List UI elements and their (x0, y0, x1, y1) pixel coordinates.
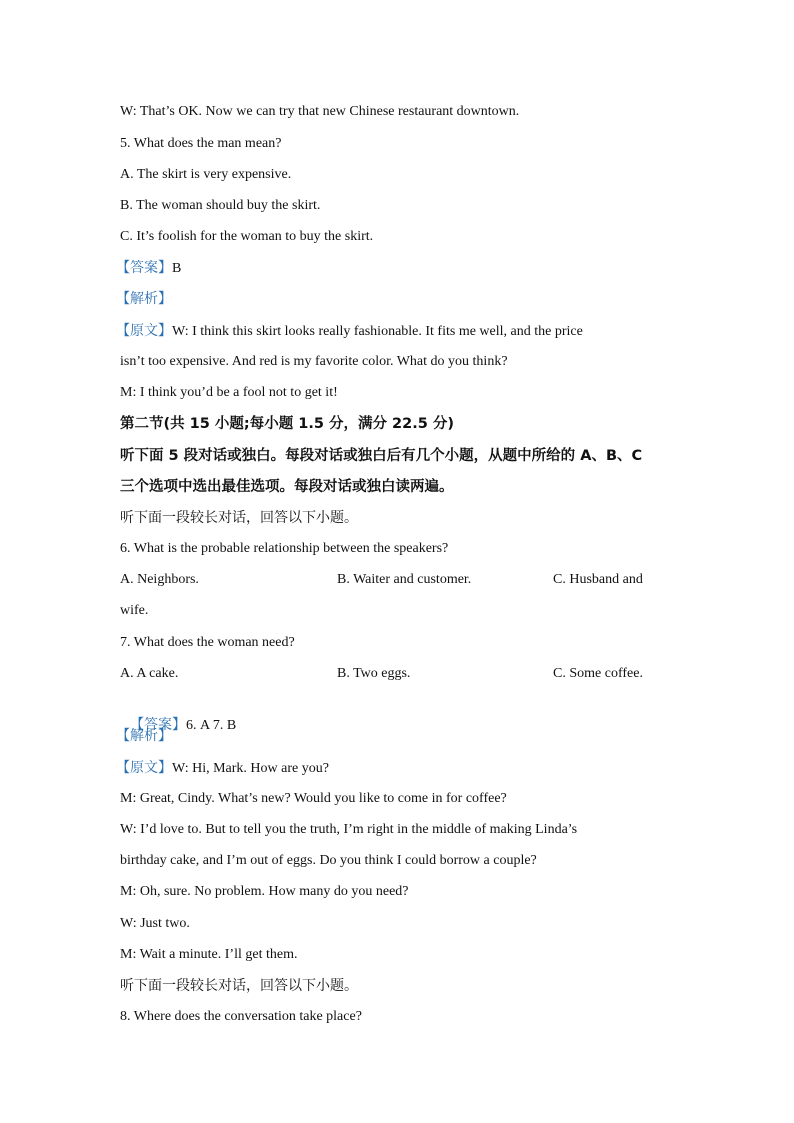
option-7a: A. A cake. (120, 666, 179, 681)
option-7c: C. Some coffee. (553, 666, 643, 681)
answer-tag: 【答案】 (130, 717, 186, 733)
option-6a: A. Neighbors. (120, 572, 199, 587)
original-text-6-line5: M: Oh, sure. No problem. How many do you need? (120, 884, 409, 899)
option-6c-continued: wife. (120, 603, 149, 618)
original-text-5-line2: isn’t too expensive. And red is my favorite color. What do you think? (120, 354, 508, 369)
option-5c: C. It’s foolish for the woman to buy the skirt. (120, 229, 374, 244)
original-text-6-line3: W: I’d love to. But to tell you the truth, I’m right in the middle of making Linda’s (120, 822, 578, 837)
listen-instruction: 听下面一段较长对话，回答以下小题。 (120, 978, 358, 994)
dialogue-line: W: That’s OK. Now we can try that new Chinese restaurant downtown. (120, 104, 520, 119)
section-2-instruction-line1: 听下面 5 段对话或独白。每段对话或独白后有几个小题，从题中所给的 A、B、C (120, 448, 643, 464)
answer-5 (116, 258, 181, 278)
question-7: 7. What does the woman need? (120, 635, 295, 650)
question-6: 6. What is the probable relationship between the speakers? (120, 541, 449, 556)
section-2-instruction-line2: 三个选项中选出最佳选项。每段对话或独白读两遍。 (120, 479, 454, 495)
original-text-5-line1 (116, 321, 583, 341)
original-text: W: I think this skirt looks really fashionable. It fits me well, and the price (172, 324, 583, 339)
original-text-6-line2: M: Great, Cindy. What’s new? Would you like to come in for coffee? (120, 791, 507, 806)
question-5: 5. What does the man mean? (120, 136, 282, 151)
answer-value: B (172, 261, 182, 276)
option-7b: B. Two eggs. (337, 666, 411, 681)
original-text-5-line3: M: I think you’d be a fool not to get it! (120, 385, 338, 400)
option-5b: B. The woman should buy the skirt. (120, 198, 321, 213)
answer-value: 6. A 7. B (186, 718, 237, 733)
listen-instruction: 听下面一段较长对话，回答以下小题。 (120, 510, 358, 526)
original-text-6-line7: M: Wait a minute. I’ll get them. (120, 947, 298, 962)
question-8: 8. Where does the conversation take place? (120, 1009, 362, 1024)
answer-6-7 (116, 695, 237, 733)
original-text-6-line4: birthday cake, and I’m out of eggs. Do you think I could borrow a couple? (120, 853, 537, 868)
analysis-tag: 【解析】 (116, 291, 172, 307)
original-text-6-line1 (116, 758, 329, 778)
option-5a: A. The skirt is very expensive. (120, 167, 292, 182)
original-text-6-line6: W: Just two. (120, 916, 190, 931)
original-tag: 【原文】 (116, 760, 172, 776)
option-6b: B. Waiter and customer. (337, 572, 472, 587)
answer-tag: 【答案】 (116, 260, 172, 276)
analysis-tag: 【解析】 (116, 728, 172, 744)
original-tag: 【原文】 (116, 323, 172, 339)
original-text: W: Hi, Mark. How are you? (172, 761, 329, 776)
option-6c: C. Husband and (553, 572, 643, 587)
section-2-heading: 第二节(共 15 小题;每小题 1.5 分，满分 22.5 分) (120, 416, 454, 432)
